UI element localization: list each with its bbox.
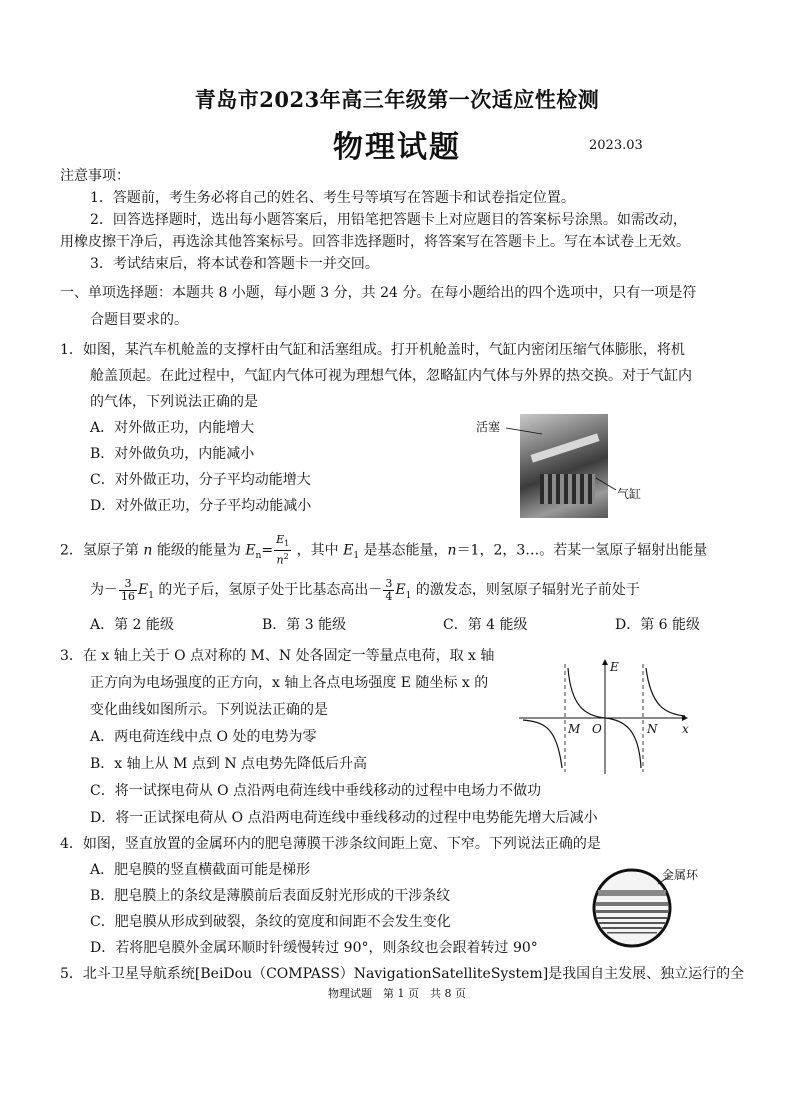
q3-stem-1: 3．在 x 轴上关于 O 点对称的 M、N 处各固定一等量点电荷，取 x 轴 <box>60 648 495 664</box>
q4-option-a: A．肥皂膜的竖直横截面可能是梯形 <box>90 862 311 878</box>
q3-stem-3: 变化曲线如图所示。下列说法正确的是 <box>90 702 328 718</box>
q4-option-c: C．肥皂膜从形成到破裂，条纹的宽度和间距不会发生变化 <box>90 914 451 930</box>
q2-fraction-3-4 <box>383 578 394 603</box>
q1-option-d: D．对外做正功，分子平均动能减小 <box>90 498 312 514</box>
q2-text: 2．氢原子第 <box>60 542 139 559</box>
q2-text: 能级的能量为 <box>156 542 241 559</box>
q2-option-c: C．第 4 能级 <box>443 617 528 633</box>
q3-option-b: B．x 轴上从 M 点到 N 点电势先降低后升高 <box>90 756 368 772</box>
q2-fraction-3-16 <box>119 578 137 603</box>
q2-stem-2 <box>90 577 640 609</box>
q2-text: 是基态能量， <box>363 542 448 559</box>
point-label-m: M <box>568 722 581 736</box>
axis-label-e: E <box>610 660 619 674</box>
q5-stem-1: 5．北斗卫星导航系统[BeiDou（COMPASS）NavigationSatelliteSystem]是我国自主发展、独立运行的全 <box>60 966 745 982</box>
curve-left <box>523 720 562 768</box>
q2-text: 的光子后，氢原子处于比基态高出－ <box>153 582 383 598</box>
curve-right <box>646 668 685 716</box>
q2-frac1-den: 16 <box>121 589 135 603</box>
fig-label-piston: 活塞 <box>476 420 501 434</box>
q4-stem-1: 4．如图，竖直放置的金属环内的肥皂薄膜干涉条纹间距上宽、下窄。下列说法正确的是 <box>60 836 601 852</box>
q1-stem-1: 1．如图，某汽车机舱盖的支撑杆由气缸和活塞组成。打开机舱盖时，气缸内密闭压缩气体膨胀，将机 <box>60 342 685 358</box>
fig-label-ring: 金属环 <box>662 868 699 882</box>
q2-sub-1: 1 <box>353 551 360 562</box>
q2-frac-num: E <box>276 533 285 546</box>
q2-text: ，其中 <box>296 542 339 559</box>
q2-stem-1 <box>60 534 707 569</box>
axis-label-x: x <box>682 722 689 736</box>
q2-var-e: E <box>245 542 256 559</box>
q3-option-c: C．将一试探电荷从 O 点沿两电荷连线中垂线移动的过程中电场力不做功 <box>90 783 542 799</box>
note-2b: 用橡皮擦干净后，再选涂其他答案标号。回答非选择题时，将答案写在答题卡上。写在本试卷上无效。 <box>60 234 690 250</box>
q2-text: ＝1，2，3…。若某一氢原子辐射出能量 <box>456 542 708 559</box>
subject-title: 物理试题 <box>333 130 461 165</box>
q2-frac1-num: 3 <box>119 578 137 591</box>
metal-ring <box>594 870 670 946</box>
q2-option-d: D．第 6 能级 <box>615 617 701 633</box>
q1-option-b: B．对外做负功，内能减小 <box>90 446 255 462</box>
q2-var-e1: E <box>395 582 406 598</box>
q4-option-d: D．若将肥皂膜外金属环顺时针缓慢转过 90°，则条纹也会跟着转过 90° <box>90 940 538 956</box>
q3-field-diagram <box>515 656 695 776</box>
point-label-n: N <box>647 722 658 736</box>
q2-sub-1: 1 <box>405 590 412 601</box>
note-2a: 2．回答选择题时，选出每小题答案后，用铅笔把答题卡上对应题目的答案标号涂黑。如需改动， <box>90 212 687 228</box>
section-heading-cont: 合题目要求的。 <box>90 312 188 328</box>
q4-option-b: B．肥皂膜上的条纹是薄膜前后表面反射光形成的干涉条纹 <box>90 888 451 904</box>
q2-frac2-den: 4 <box>385 589 393 603</box>
point-label-o: O <box>592 722 602 736</box>
q2-var-e1: E <box>138 582 149 598</box>
q1-leader-lines <box>500 420 640 500</box>
note-1: 1．答题前，考生务必将自己的姓名、考生号等填写在答题卡和试卷指定位置。 <box>90 190 575 206</box>
q3-option-a: A．两电荷连线中点 O 处的电势为零 <box>90 729 317 745</box>
notes-heading: 注意事项： <box>60 168 130 184</box>
exam-title: 青岛市2023年高三年级第一次适应性检测 <box>194 87 600 112</box>
q2-var-n: n <box>143 542 153 559</box>
q2-frac-den-sup: 2 <box>283 552 289 562</box>
q3-stem-2: 正方向为电场强度的正方向，x 轴上各点电场强度 E 随坐标 x 的 <box>90 675 489 691</box>
page-footer: 物理试题 第 1 页 共 8 页 <box>328 987 466 1000</box>
q2-frac2-num: 3 <box>385 576 393 590</box>
q2-text: 为－ <box>90 582 118 598</box>
q2-frac-den: n <box>276 553 284 567</box>
q1-option-c: C．对外做正功，分子平均动能增大 <box>90 472 311 488</box>
q2-text: 的激发态，则氢原子辐射光子前处于 <box>411 582 640 598</box>
q2-equals: = <box>261 542 274 559</box>
q2-option-a: A．第 2 能级 <box>90 617 174 633</box>
note-3: 3．考试结束后，将本试卷和答题卡一并交回。 <box>90 256 379 272</box>
q3-option-d: D．将一正试探电荷从 O 点沿两电荷连线中垂线移动的过程中电势能先增大后减小 <box>90 810 598 826</box>
q2-sub-1: 1 <box>148 590 154 601</box>
q2-option-b: B．第 3 能级 <box>262 617 347 633</box>
fig-label-cylinder: 气缸 <box>617 487 642 501</box>
q1-stem-3: 的气体，下列说法正确的是 <box>90 394 258 410</box>
q2-var-e1: E <box>343 542 354 559</box>
q2-frac-num-sub: 1 <box>284 539 290 549</box>
q2-var-n2: n <box>447 542 457 559</box>
section-heading: 一、单项选择题：本题共 8 小题，每小题 3 分，共 24 分。在每小题给出的四个选项中，只有一项是符 <box>60 285 697 301</box>
q2-fraction <box>274 534 291 567</box>
exam-date: 2023.03 <box>589 138 643 153</box>
q1-stem-2: 舱盖顶起。在此过程中，气缸内气体可视为理想气体，忽略缸内气体与外界的热交换。对于气缸内 <box>90 368 692 384</box>
q1-option-a: A．对外做正功，内能增大 <box>90 420 255 436</box>
q2-sub-n: n <box>255 551 262 562</box>
